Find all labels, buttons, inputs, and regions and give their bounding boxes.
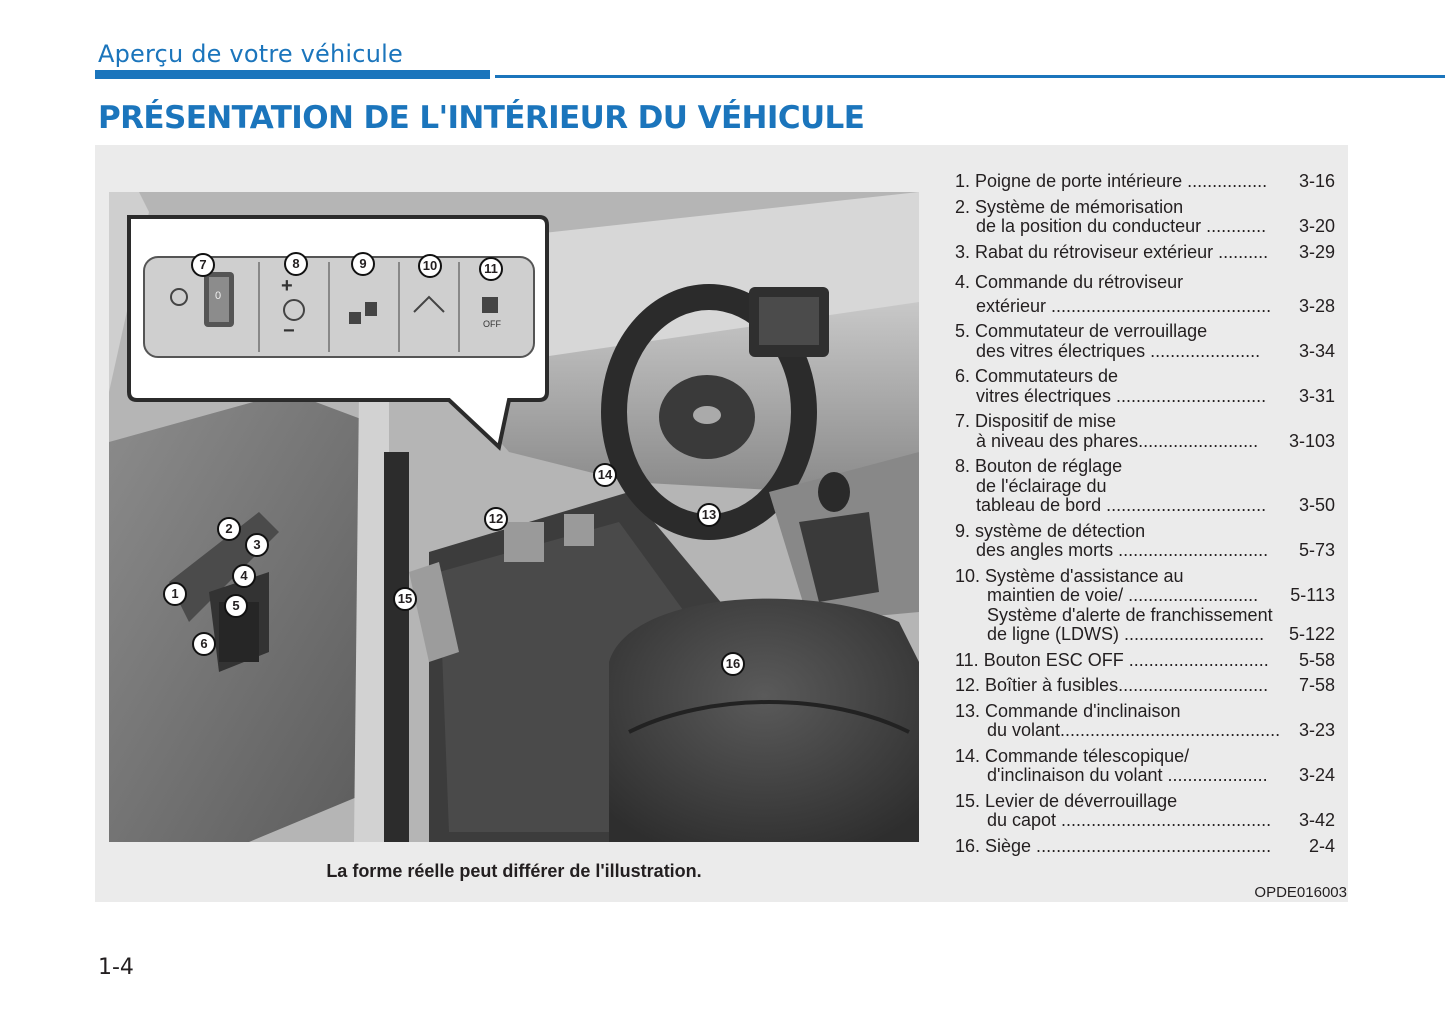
figure-caption: La forme réelle peut différer de l'illustration. [326,861,702,881]
off-label: OFF [483,319,501,329]
page-number: 1-4 [98,955,134,980]
legend-list [955,172,1335,862]
legend-item: 10. Système d'assistance au maintien de voie/ .......................... 5-113 Système d'alerte de franchissement de ligne (LDWS) ............................ 5-122 [955,566,1335,644]
callout-14: 14 [593,463,617,487]
callout-1: 1 [163,582,187,606]
interior-illustration [109,192,919,842]
legend-item: 8. Bouton de réglage de l'éclairage du tableau de bord ................................ 3-50 [955,457,1335,515]
callout-10: 10 [418,254,442,278]
legend-item: 9. système de détection des angles morts .............................. 5-73 [955,521,1335,560]
zero-label: 0 [215,290,222,302]
minus-label: − [283,320,295,342]
callout-9: 9 [351,252,375,276]
section-title: Aperçu de votre véhicule [98,40,403,68]
legend-item: 15. Levier de déverrouillage du capot .......................................... 3-42 [955,791,1335,830]
callout-7: 7 [191,253,215,277]
legend-item: 5. Commutateur de verrouillage des vitres électriques ...................... 3-34 [955,322,1335,361]
figure-code: OPDE016003 [1254,884,1347,901]
legend-item: 6. Commutateurs de vitres électriques .............................. 3-31 [955,367,1335,406]
callout-5: 5 [224,594,248,618]
legend-item: 11. Bouton ESC OFF ............................ 5-58 [955,650,1335,670]
callout-3: 3 [245,533,269,557]
plus-label: + [281,275,293,297]
header-rule-thick [95,70,490,79]
legend-item: 14. Commande télescopique/ d'inclinaison du volant .................... 3-24 [955,746,1335,785]
legend-item: 7. Dispositif de mise à niveau des phares........................ 3-103 [955,412,1335,451]
legend-item: 13. Commande d'inclinaison du volant............................................ 3-23 [955,701,1335,740]
legend-item: 3. Rabat du rétroviseur extérieur .......... 3-29 [955,242,1335,262]
legend-item: 2. Système de mémorisation de la position du conducteur ............ 3-20 [955,197,1335,236]
legend-item: 16. Siège ............................................... 2-4 [955,836,1335,856]
callout-2: 2 [217,517,241,541]
page-title: PRÉSENTATION DE L'INTÉRIEUR DU VÉHICULE [98,100,865,136]
callout-12: 12 [484,507,508,531]
legend-item: 1. Poigne de porte intérieure ................ 3-16 [955,172,1335,191]
callout-15: 15 [393,587,417,611]
legend-item: 4. Commande du rétroviseur extérieur ............................................ 3-28 [955,273,1335,316]
callout-16: 16 [721,652,745,676]
callout-6: 6 [192,632,216,656]
callout-8: 8 [284,252,308,276]
callout-13: 13 [697,503,721,527]
legend-item: 12. Boîtier à fusibles.............................. 7-58 [955,676,1335,695]
callout-11: 11 [479,257,503,281]
callout-4: 4 [232,564,256,588]
header-rule-thin [495,75,1445,78]
